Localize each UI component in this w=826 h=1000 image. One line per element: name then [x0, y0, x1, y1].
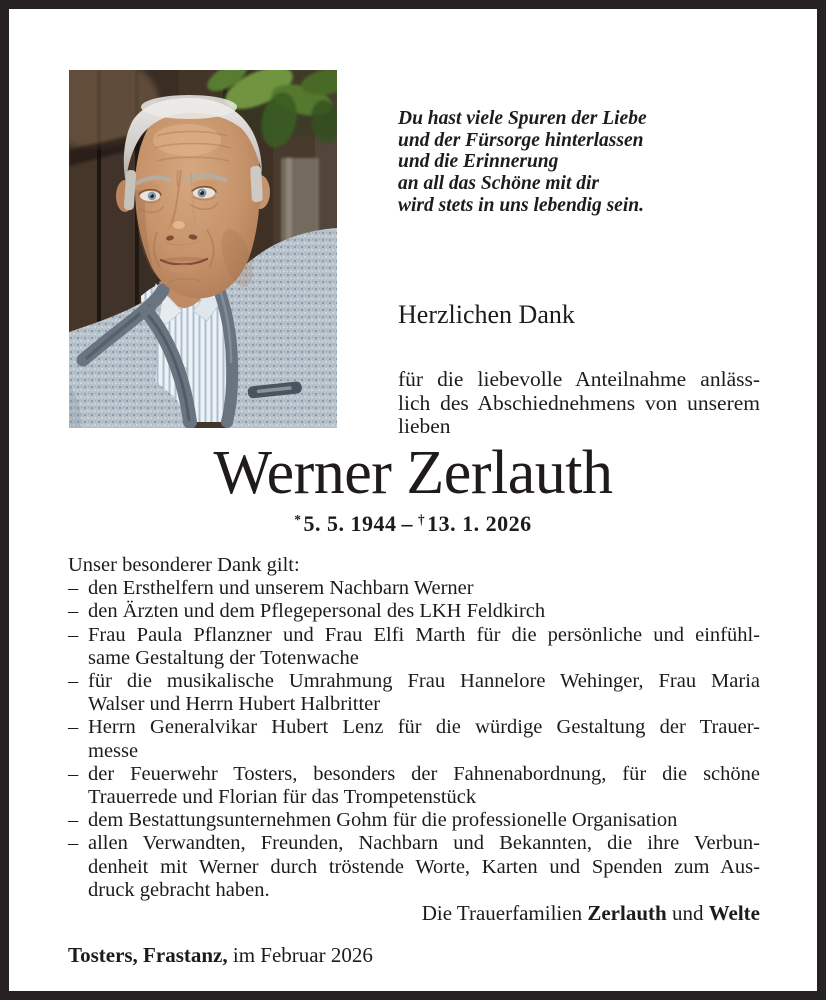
birth-date: 5. 5. 1944 — [303, 511, 397, 536]
gratitude-item-text — [88, 577, 760, 600]
thanks-heading: Herzlichen Dank — [398, 300, 575, 329]
intro-line: lich des Abschiednehmens von unserem — [398, 390, 760, 415]
poem-line: an all das Schöne mit dir — [398, 173, 599, 195]
life-dates — [9, 511, 817, 537]
poem-line: wird stets in uns lebendig sein. — [398, 194, 644, 216]
portrait-photo-image — [69, 70, 337, 428]
gratitude-item-line: Trauerrede und Florian für das Trompetenstück — [88, 786, 477, 809]
date-separator: – — [401, 511, 413, 536]
family-conjunction: und — [671, 901, 704, 925]
intro-line: lieben — [398, 414, 451, 439]
gratitude-item-dash: – — [68, 762, 79, 785]
gratitude-item — [68, 624, 760, 670]
gratitude-list — [68, 577, 760, 902]
gratitude-item-line: Frau Paula Pflanzner und Frau Elfi Marth für die persönliche und einfühl- — [88, 623, 760, 646]
gratitude-item-text — [88, 763, 760, 809]
gratitude-item — [68, 832, 760, 902]
death-symbol: † — [418, 512, 426, 528]
gratitude-item-text — [88, 624, 760, 670]
gratitude-item-text — [88, 716, 760, 762]
gratitude-item-line: messe — [88, 739, 139, 762]
gratitude-section — [68, 554, 760, 902]
poem — [398, 108, 770, 217]
family-signature — [68, 901, 760, 925]
portrait-photo — [69, 70, 337, 428]
gratitude-item-dash: – — [68, 716, 79, 739]
gratitude-item-text — [88, 670, 760, 716]
gratitude-item-line: für die musikalische Umrahmung Frau Hannelore Wehinger, Frau Maria — [88, 670, 760, 693]
birth-symbol: * — [294, 512, 302, 528]
family-name-1: Zerlauth — [587, 901, 667, 925]
gratitude-item-line: same Gestaltung der Totenwache — [88, 646, 359, 669]
gratitude-item-line: den Ärzten und dem Pflegepersonal des LKH Feldkirch — [88, 600, 546, 623]
gratitude-item-dash: – — [68, 577, 79, 600]
place-name: Tosters, Frastanz, — [68, 943, 228, 967]
gratitude-item — [68, 600, 760, 623]
gratitude-item — [68, 809, 760, 832]
gratitude-item-line: Walser und Herrn Hubert Halbritter — [88, 693, 381, 716]
gratitude-item-line: der Feuerwehr Tosters, besonders der Fahnenabordnung, für die schöne — [88, 762, 760, 785]
gratitude-item-text — [88, 809, 760, 832]
gratitude-item — [68, 577, 760, 600]
gratitude-heading: Unser besonderer Dank gilt: — [68, 554, 300, 576]
gratitude-item-text — [88, 832, 760, 902]
poem-line: Du hast viele Spuren der Liebe — [398, 108, 647, 129]
gratitude-item-line: allen Verwandten, Freunden, Nachbarn und Bekannten, die ihre Verbun- — [88, 832, 760, 855]
gratitude-item-dash: – — [68, 670, 79, 693]
gratitude-item-dash: – — [68, 600, 79, 623]
death-date: 13. 1. 2026 — [427, 511, 532, 536]
gratitude-item — [68, 716, 760, 762]
poem-line: und der Fürsorge hinterlassen — [398, 129, 644, 151]
month-year: im Februar 2026 — [232, 943, 373, 967]
gratitude-item-text — [88, 600, 760, 623]
poem-line: und die Erinnerung — [398, 151, 559, 173]
gratitude-item-line: dem Bestattungsunternehmen Gohm für die professionelle Organisation — [88, 809, 678, 832]
gratitude-item-line: Herrn Generalvikar Hubert Lenz für die würdige Gestaltung der Trauer- — [88, 716, 760, 739]
gratitude-item-line: denheit mit Werner durch tröstende Worte, Karten und Spenden zum Aus- — [88, 855, 760, 878]
intro-line: für die liebevolle Anteilnahme anläss- — [398, 367, 760, 391]
deceased-name: Werner Zerlauth — [213, 439, 613, 507]
gratitude-item-dash: – — [68, 832, 79, 855]
gratitude-item-line: druck gebracht haben. — [88, 878, 270, 901]
place-date-line — [68, 943, 373, 967]
gratitude-item-dash: – — [68, 623, 79, 646]
gratitude-item-line: den Ersthelfern und unserem Nachbarn Werner — [88, 577, 474, 600]
family-prefix: Die Trauerfamilien — [421, 901, 583, 925]
intro-paragraph — [398, 368, 760, 439]
gratitude-item — [68, 763, 760, 809]
gratitude-item — [68, 670, 760, 716]
family-name-2: Welte — [708, 901, 760, 925]
gratitude-item-dash: – — [68, 809, 79, 832]
